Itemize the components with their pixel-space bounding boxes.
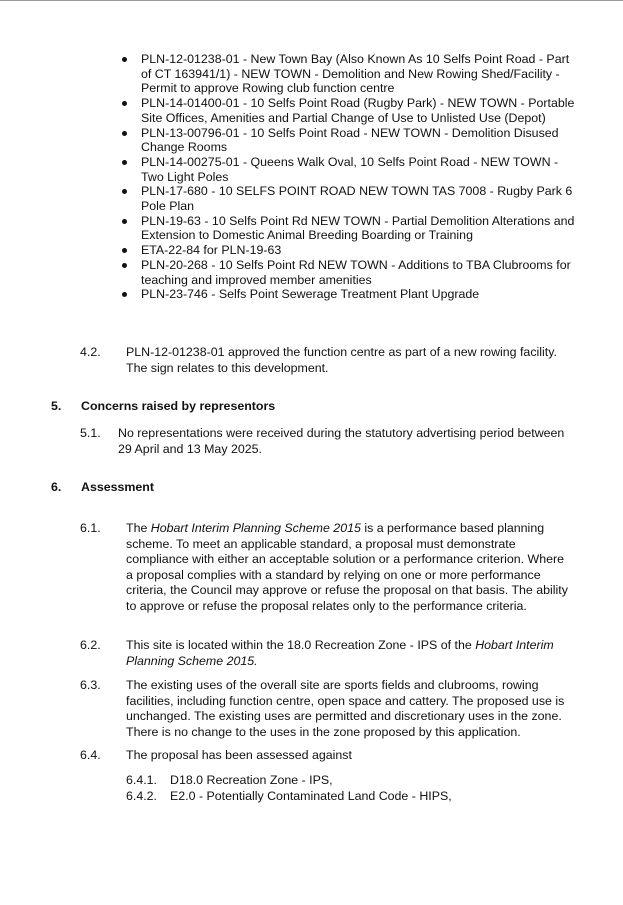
paragraph-6-4: The proposal has been assessed against bbox=[126, 748, 352, 762]
paragraph-number-6-3: 6.3. bbox=[80, 678, 101, 692]
sub-item-text: E2.0 - Potentially Contaminated Land Code - HIPS, bbox=[170, 789, 452, 803]
scheme-title: Hobart Interim Planning Scheme 2015. bbox=[126, 638, 554, 668]
list-item: PLN-14-00275-01 - Queens Walk Oval, 10 Selfs Point Road - NEW TOWN - Two Light Poles bbox=[120, 155, 580, 184]
paragraph-4-2: PLN-12-01238-01 approved the function centre as part of a new rowing facility. The sign relates to this development. bbox=[126, 345, 557, 375]
section-number-5: 5. bbox=[51, 399, 62, 413]
paragraph-number-5-1: 5.1. bbox=[80, 426, 101, 440]
paragraph-6-1 bbox=[126, 521, 568, 614]
paragraph-6-2 bbox=[126, 638, 576, 669]
text-run: is a performance based planning scheme. To meet an applicable standard, a proposal must demonstrate compliance with either an acceptable solution or a performance criterion. Where a proposal complies with a standard by relying on one or more performance criteria, the Council may approve or refuse the proposal on that basis. The ability to approve or refuse the proposal relates only to the performance criteria. bbox=[126, 521, 568, 613]
scheme-title: Hobart Interim Planning Scheme 2015 bbox=[150, 521, 361, 535]
list-item: PLN-12-01238-01 - New Town Bay (Also Known As 10 Selfs Point Road - Part of CT 163941/1) - NEW TOWN - Demolition and New Rowing Shed/Facility - Permit to approve Rowing club function centre bbox=[120, 52, 580, 96]
list-item: ETA-22-84 for PLN-19-63 bbox=[120, 243, 580, 258]
list-item: PLN-19-63 - 10 Selfs Point Rd NEW TOWN - Partial Demolition Alterations and Extension to Domestic Animal Breeding Boarding or Training bbox=[120, 214, 580, 243]
list-item: PLN-13-00796-01 - 10 Selfs Point Road - NEW TOWN - Demolition Disused Change Rooms bbox=[120, 126, 580, 155]
list-item: PLN-20-268 - 10 Selfs Point Rd NEW TOWN - Additions to TBA Clubrooms for teaching and improved member amenities bbox=[120, 258, 580, 287]
sub-item-number: 6.4.1. bbox=[126, 773, 158, 787]
section-title-5: Concerns raised by representors bbox=[81, 399, 276, 413]
section-title-6: Assessment bbox=[81, 480, 155, 494]
sub-item-text: D18.0 Recreation Zone - IPS, bbox=[170, 773, 333, 787]
text-run: The bbox=[126, 521, 151, 535]
paragraph-number-6-1: 6.1. bbox=[80, 521, 101, 535]
paragraph-number-6-2: 6.2. bbox=[80, 638, 101, 652]
section-number-6: 6. bbox=[51, 480, 62, 494]
paragraph-5-1: No representations were received during the statutory advertising period between 29 April and 13 May 2025. bbox=[118, 426, 565, 456]
list-item: PLN-17-680 - 10 SELFS POINT ROAD NEW TOWN TAS 7008 - Rugby Park 6 Pole Plan bbox=[120, 184, 580, 213]
list-item: PLN-23-746 - Selfs Point Sewerage Treatment Plant Upgrade bbox=[120, 287, 580, 302]
text-run: This site is located within the 18.0 Recreation Zone - IPS of the bbox=[126, 638, 476, 652]
paragraph-6-3: The existing uses of the overall site are sports fields and clubrooms, rowing facilities, including function centre, open space and cattery. The proposed use is unchanged. The existing uses are permitted and discretionary uses in the zone. There is no change to the uses in the zone proposed by this application. bbox=[126, 678, 565, 739]
page-top-border bbox=[0, 0, 623, 1]
paragraph-number-4-2: 4.2. bbox=[80, 345, 101, 359]
paragraph-number-6-4: 6.4. bbox=[80, 748, 101, 762]
sub-item-number: 6.4.2. bbox=[126, 789, 158, 803]
list-item: PLN-14-01400-01 - 10 Selfs Point Road (Rugby Park) - NEW TOWN - Portable Site Offices, Amenities and Partial Change of Use to Unlisted Use (Depot) bbox=[120, 96, 580, 125]
planning-history-list bbox=[120, 52, 580, 302]
